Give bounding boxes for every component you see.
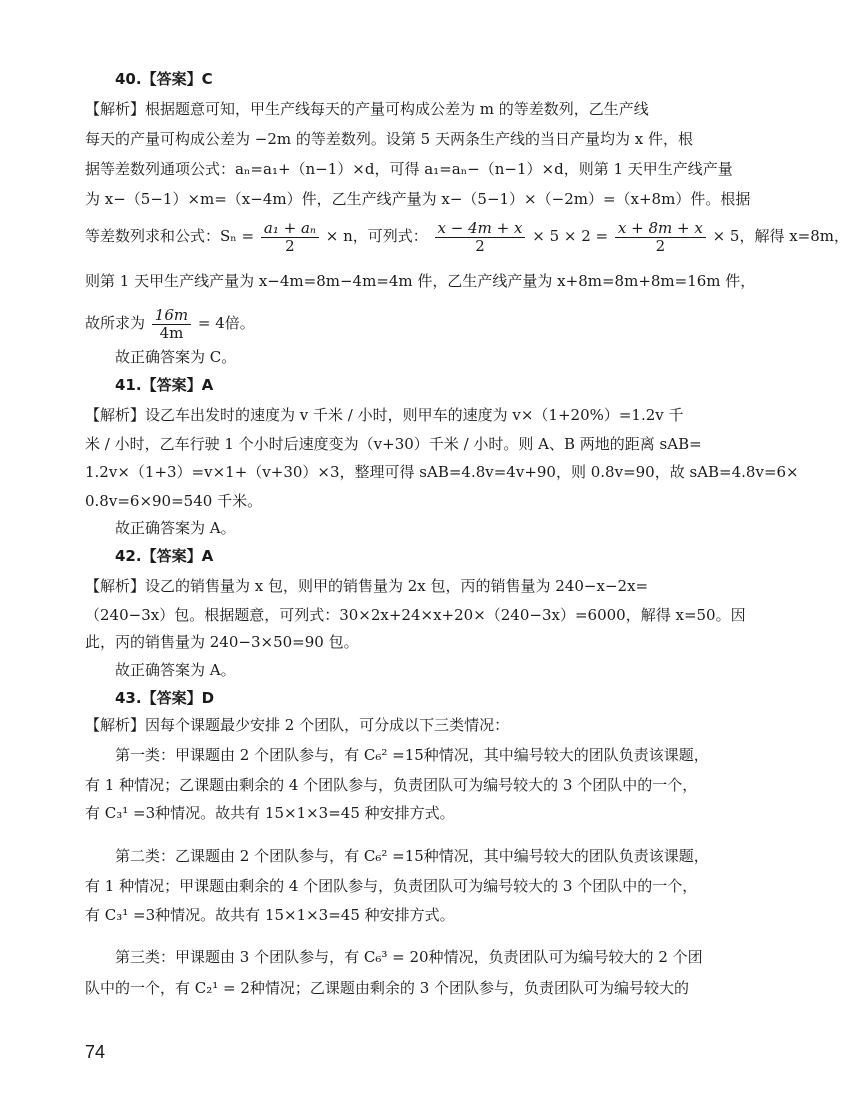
fraction-denominator: 2 <box>655 236 666 255</box>
q43-case2-line: 有 1 种情况；甲课题由剩余的 4 个团队参与，负责团队可为编号较大的 3 个团队中的一个， <box>85 877 698 895</box>
equation-fraction-right <box>615 220 706 255</box>
page-number: 74 <box>85 1042 106 1062</box>
fraction-numerator: 16m <box>152 307 191 325</box>
q40-result-line <box>85 303 710 345</box>
q42-analysis-line: （240−3x）包。根据题意，可列式：30×2x+24×x+20×（240−3x）=6000，解得 x=50。因 <box>85 606 746 624</box>
q41-conclusion: 故正确答案为 A。 <box>115 519 236 537</box>
q43-case2-line: 第二类：乙课题由 2 个团队参与，有 C₆² =15种情况，其中编号较大的团队负责该课题， <box>115 847 709 865</box>
formula-text: 故所求为 <box>85 314 146 332</box>
q43-case1-line: 有 1 种情况；乙课题由剩余的 4 个团队参与，负责团队可为编号较大的 3 个团队中的一个， <box>85 776 698 794</box>
q43-case3-line: 队中的一个，有 C₂¹ = 2种情况；乙课题由剩余的 3 个团队参与，负责团队可为编号较大的 <box>85 979 690 997</box>
q40-analysis-line: 【解析】根据题意可知，甲生产线每天的产量可构成公差为 m 的等差数列，乙生产线 <box>85 100 649 118</box>
formula-text: × 5 × 2 = <box>532 227 609 245</box>
q40-analysis-line: 则第 1 天甲生产线产量为 x−4m=8m−4m=4m 件，乙生产线产量为 x+8m=8m+8m=16m 件， <box>85 272 756 290</box>
equation-fraction-left <box>435 220 526 255</box>
q41-analysis-line: 【解析】设乙车出发时的速度为 v 千米 / 小时，则甲车的速度为 v×（1+20%）=1.2v 千 <box>85 406 684 424</box>
formula-text: = 4倍。 <box>197 314 255 332</box>
q41-analysis-line: 0.8v=6×90=540 千米。 <box>85 492 263 510</box>
q43-answer-heading: 43.【答案】D <box>115 689 215 707</box>
q40-sum-formula-line <box>85 216 849 258</box>
formula-text: × 5，解得 x=8m， <box>712 227 849 245</box>
fraction-denominator: 2 <box>475 236 485 255</box>
q43-case1-line: 有 C₃¹ =3种情况。故共有 15×1×3=45 种安排方式。 <box>85 804 455 822</box>
q43-case1-line: 第一类：甲课题由 2 个团队参与，有 C₆² =15种情况，其中编号较大的团队负责该课题， <box>115 746 709 764</box>
q40-analysis-line: 每天的产量可构成公差为 −2m 的等差数列。设第 5 天两条生产线的当日产量均为 x 件，根 <box>85 130 693 148</box>
fraction-denominator: 2 <box>285 236 295 255</box>
q43-analysis-line: 【解析】因每个课题最少安排 2 个团队，可分成以下三类情况： <box>85 716 510 734</box>
fraction-denominator: 4m <box>159 323 184 342</box>
q41-analysis-line: 1.2v×（1+3）=v×1+（v+30）×3，整理可得 sAB=4.8v=4v+90，则 0.8v=90，故 sAB=4.8v=6× <box>85 463 799 481</box>
q40-analysis-line: 为 x−（5−1）×m=（x−4m）件，乙生产线产量为 x−（5−1）×（−2m）=（x+8m）件。根据 <box>85 190 751 208</box>
q40-conclusion: 故正确答案为 C。 <box>115 348 237 366</box>
formula-text: × n，可列式： <box>325 227 428 245</box>
result-fraction <box>152 307 191 342</box>
q42-conclusion: 故正确答案为 A。 <box>115 661 236 679</box>
fraction-numerator: x − 4m + x <box>435 220 526 238</box>
q43-case2-line: 有 C₃¹ =3种情况。故共有 15×1×3=45 种安排方式。 <box>85 906 455 924</box>
q42-analysis-line: 【解析】设乙的销售量为 x 包，则甲的销售量为 2x 包，丙的销售量为 240−x−2x= <box>85 577 649 595</box>
formula-text: 等差数列求和公式：Sₙ = <box>85 227 255 245</box>
q42-analysis-line: 此，丙的销售量为 240−3×50=90 包。 <box>85 633 359 651</box>
q42-answer-heading: 42.【答案】A <box>115 547 214 565</box>
q40-answer-heading: 40.【答案】C <box>115 70 213 88</box>
fraction-numerator: a₁ + aₙ <box>261 220 319 238</box>
q41-analysis-line: 米 / 小时，乙车行驶 1 个小时后速度变为（v+30）千米 / 小时。则 A、B 两地的距离 sAB= <box>85 435 702 453</box>
sum-formula-fraction <box>261 220 319 255</box>
q41-answer-heading: 41.【答案】A <box>115 376 214 394</box>
q40-analysis-line: 据等差数列通项公式：aₙ=a₁+（n−1）×d，可得 a₁=aₙ−（n−1）×d，则第 1 天甲生产线产量 <box>85 160 733 178</box>
fraction-numerator: x + 8m + x <box>615 220 706 238</box>
q43-case3-line: 第三类：甲课题由 3 个团队参与，有 C₆³ = 20种情况，负责团队可为编号较大的 2 个团 <box>115 948 703 966</box>
